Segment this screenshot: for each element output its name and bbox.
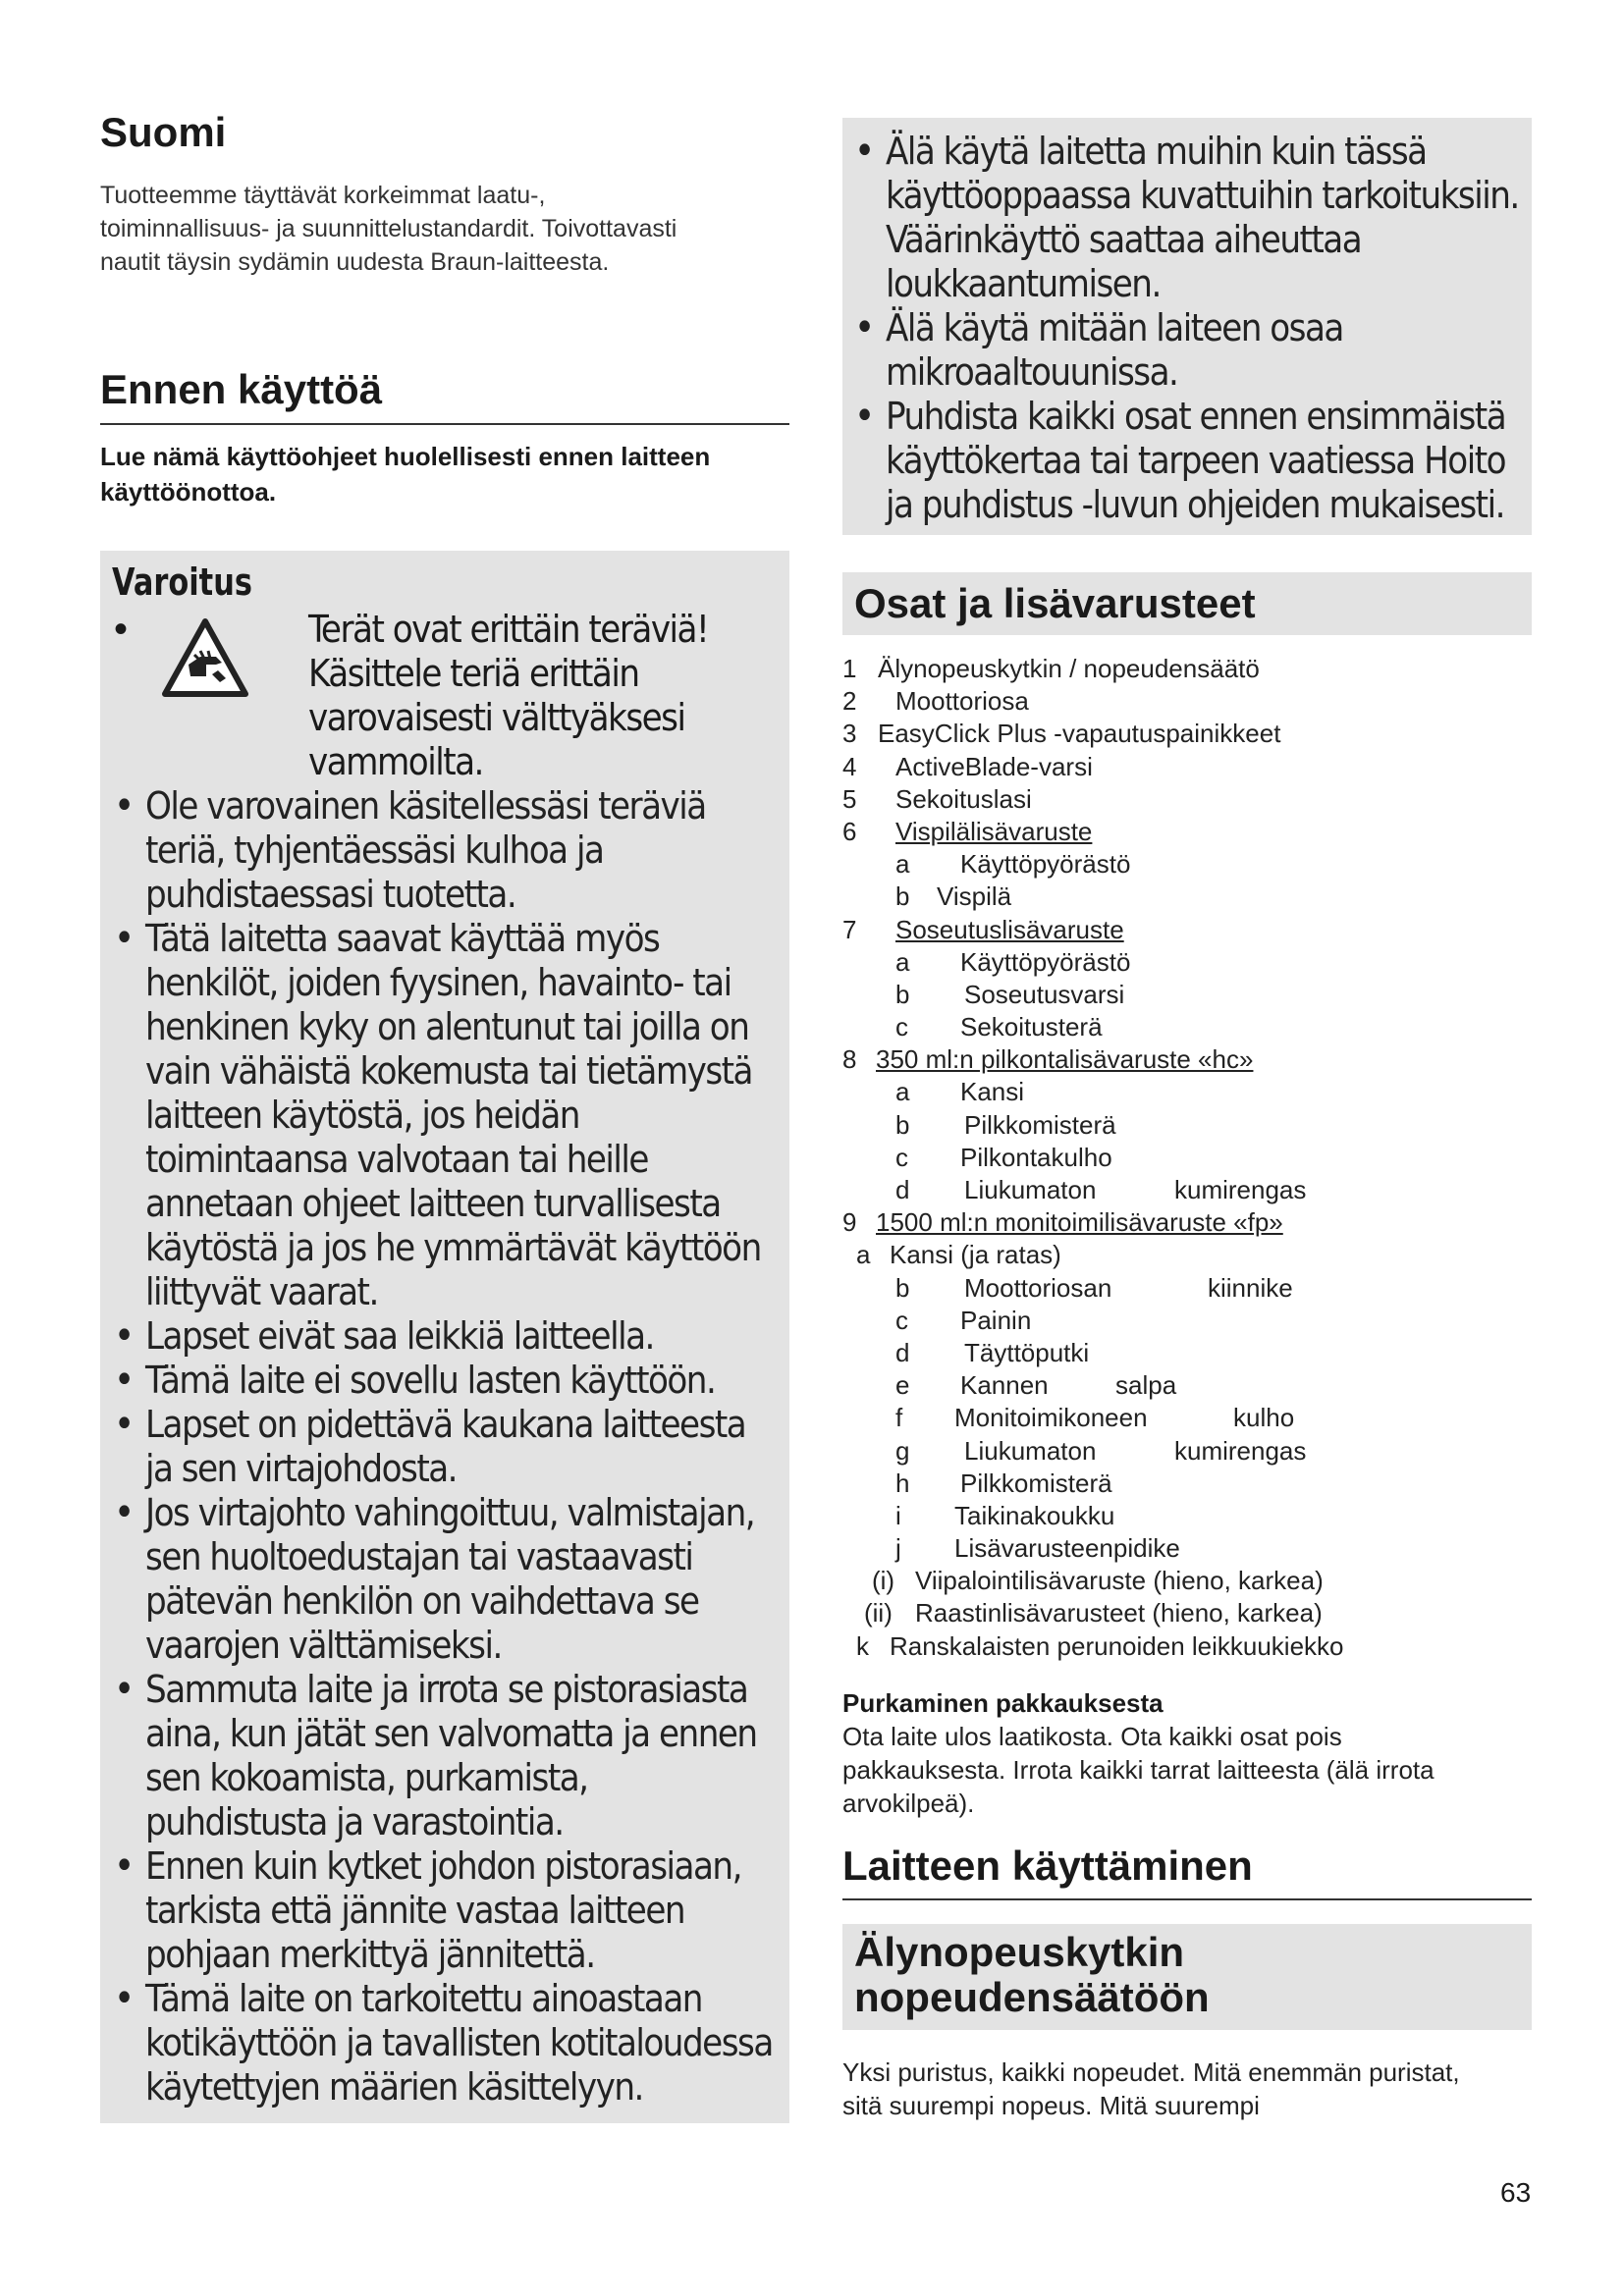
warning-box — [100, 551, 789, 2123]
part-number: 4 — [842, 751, 857, 781]
parts-list-item — [842, 718, 1532, 750]
warning-item: • Tämä laite on tarkoitettu ainoastaan kotikäyttöön ja tavallisten kotitaloudessa käytettyjen määrien käsittelyyn. — [112, 1977, 778, 2109]
part-label: Pilkkomisterä — [964, 1109, 1116, 1140]
parts-list-item — [842, 1239, 1532, 1271]
part-label: Täyttöputki — [964, 1337, 1090, 1367]
part-number: b — [895, 881, 910, 912]
parts-list-item — [842, 1076, 1532, 1108]
part-label-suffix: kumirengas — [1174, 1175, 1307, 1204]
parts-list-item — [842, 1435, 1532, 1468]
ennen-note: Lue nämä käyttöohjeet huolellisesti ennen laitteen käyttöönottoa. — [100, 441, 711, 507]
right-warning-list — [852, 130, 1522, 527]
part-label: Soseutusvarsi — [964, 979, 1125, 1009]
part-label: Sekoitusterä — [960, 1012, 1103, 1042]
part-number: e — [895, 1370, 910, 1401]
part-label-suffix: kulho — [1233, 1403, 1295, 1433]
part-label: Lisävarusteenpidike — [954, 1533, 1180, 1564]
part-number: 2 — [842, 686, 857, 717]
part-number: 1 — [842, 654, 857, 683]
part-label: Taikinakoukku — [954, 1500, 1115, 1530]
varoitus-title: Varoitus — [112, 560, 252, 604]
parts-list-item — [842, 946, 1532, 979]
parts-list-item — [842, 685, 1532, 718]
part-label: Liukumaton — [964, 1435, 1097, 1466]
part-label: Pilkontakulho — [960, 1142, 1112, 1172]
part-number: a — [895, 849, 910, 880]
part-number: 8 — [842, 1044, 857, 1075]
part-number: 3 — [842, 719, 857, 749]
parts-list-item — [842, 1500, 1532, 1532]
part-number: b — [895, 979, 910, 1009]
part-number: 7 — [842, 914, 857, 944]
part-number: a — [895, 1077, 910, 1107]
warning-item: • Lapset eivät saa leikkiä laitteella. — [112, 1314, 778, 1359]
part-number: 9 — [842, 1207, 857, 1238]
part-label: Monitoimikoneen — [954, 1403, 1148, 1433]
warning-item: • Jos virtajohto vahingoittuu, valmistajan, sen huoltoedustajan tai vastaavasti pätevän henkilön on vaihdettava se vaarojen välttämiseksi. — [112, 1491, 778, 1668]
part-label: ActiveBlade-varsi — [895, 751, 1093, 781]
part-label: Liukumaton — [964, 1175, 1097, 1204]
parts-list-item — [842, 816, 1532, 848]
parts-list-item — [842, 1630, 1532, 1663]
part-label: Raastinlisävarusteet (hieno, karkea) — [915, 1598, 1323, 1629]
part-number: 6 — [842, 816, 857, 846]
warning-item-blades — [112, 608, 778, 784]
part-number: a — [895, 946, 910, 977]
parts-list-item — [842, 783, 1532, 816]
part-label-suffix: kiinnike — [1208, 1272, 1293, 1303]
right-column — [842, 118, 1532, 2122]
part-label: Vispilä — [937, 881, 1012, 912]
part-label: Ranskalaisten perunoiden leikkuukiekko — [890, 1630, 1344, 1661]
intro-text: Tuotteemme täyttävät korkeimmat laatu-, toiminnallisuus- ja suunnittelustandardit. Toivottavasti nautit täysin sydämin uudesta Braun-laitteesta. — [100, 182, 677, 277]
warning-item: • Älä käytä mitään laiteen osaa mikroaaltouunissa. — [852, 306, 1522, 395]
parts-list-item — [842, 881, 1532, 913]
parts-list-item — [842, 1597, 1532, 1629]
parts-list-item — [842, 1206, 1532, 1239]
part-number: (i) — [872, 1566, 895, 1596]
parts-list-item — [842, 1305, 1532, 1337]
alynopeus-title: Älynopeuskytkin nopeudensäätöön — [842, 1924, 1532, 2030]
part-number: d — [895, 1337, 910, 1367]
right-warning-box — [842, 118, 1532, 535]
parts-list-item — [842, 1011, 1532, 1043]
part-number: b — [895, 1109, 910, 1140]
warning-item: • Puhdista kaikki osat ennen ensimmäistä käyttökertaa tai tarpeen vaatiessa Hoito ja puhdistus -luvun ohjeiden mukaisesti. — [852, 395, 1522, 527]
part-number: b — [895, 1272, 910, 1303]
warning-item: • Tätä laitetta saavat käyttää myös henkilöt, joiden fyysinen, havainto- tai henkinen kyky on alentunut tai joilla on vain vähäistä kokemusta tai tietämystä laitteen käytöstä, jos heidän toimintaansa valvotaan tai heille annetaan ohjeet laitteen turvallisesta käytöstä ja jos he ymmärtävät käyttöön liittyvät vaarat. — [112, 917, 778, 1314]
parts-list-item — [842, 1565, 1532, 1597]
warning-item: • Tämä laite ei sovellu lasten käyttöön. — [112, 1359, 778, 1403]
parts-list-item — [842, 1142, 1532, 1174]
parts-list-item — [842, 653, 1532, 685]
part-number: i — [895, 1500, 901, 1530]
parts-list-item — [842, 1109, 1532, 1142]
part-label: 350 ml:n pilkontalisävaruste «hc» — [876, 1044, 1254, 1075]
warning-item: • Ole varovainen käsitellessäsi teräviä teriä, tyhjentäessäsi kulhoa ja puhdistaessasi tuotetta. — [112, 784, 778, 917]
parts-list-item — [842, 1369, 1532, 1402]
part-number: g — [895, 1435, 910, 1466]
parts-list-item — [842, 751, 1532, 783]
left-column — [100, 108, 789, 2123]
warning-item: • Älä käytä laitetta muihin kuin tässä käyttöoppaassa kuvattuihin tarkoituksiin. Väärinkäyttö saattaa aiheuttaa loukkaantumisen. — [852, 130, 1522, 306]
parts-list-item — [842, 1043, 1532, 1076]
part-label: 1500 ml:n monitoimilisävaruste «fp» — [876, 1207, 1283, 1238]
part-label: Kannen — [960, 1370, 1049, 1401]
part-number: (ii) — [864, 1598, 893, 1629]
warning-first-text: • Terät ovat erittäin teräviä! Käsittele teriä erittäin varovaisesti välttyäksesi vammoilta. — [308, 607, 709, 783]
ennen-title: Ennen käyttöä — [100, 365, 789, 424]
part-label: EasyClick Plus -vapautuspainikkeet — [878, 719, 1281, 749]
part-label: Pilkkomisterä — [960, 1468, 1112, 1498]
warning-item: • Lapset on pidettävä kaukana laitteesta ja sen virtajohdosta. — [112, 1403, 778, 1491]
parts-list-item — [842, 1337, 1532, 1369]
purkaminen-text: Ota laite ulos laatikosta. Ota kaikki osat pois pakkauksesta. Irrota kaikki tarrat laitteesta (älä irrota arvokilpeä). — [842, 1721, 1435, 1818]
part-label-suffix: salpa — [1115, 1370, 1177, 1401]
hand-blade-warning-icon — [161, 617, 249, 698]
part-label: Kansi (ja ratas) — [890, 1240, 1061, 1270]
part-number: h — [895, 1468, 910, 1498]
part-label: Painin — [960, 1305, 1032, 1335]
part-number: j — [895, 1533, 901, 1564]
parts-list-item — [842, 979, 1532, 1011]
warning-list — [112, 784, 778, 2109]
parts-list — [842, 653, 1532, 1663]
parts-list-item — [842, 1174, 1532, 1206]
part-number: c — [895, 1012, 908, 1042]
parts-list-item — [842, 1468, 1532, 1500]
part-label: Moottoriosan — [964, 1272, 1112, 1303]
part-number: c — [895, 1305, 908, 1335]
part-label: Vispilälisävaruste — [895, 816, 1093, 846]
suomi-title: Suomi — [100, 109, 227, 155]
parts-list-item — [842, 1532, 1532, 1565]
parts-list-item — [842, 914, 1532, 946]
parts-list-item — [842, 1402, 1532, 1434]
part-number: k — [856, 1630, 869, 1661]
part-number: a — [856, 1240, 871, 1270]
part-label: Kansi — [960, 1077, 1025, 1107]
part-label: Älynopeuskytkin / nopeudensäätö — [878, 654, 1260, 683]
parts-list-item — [842, 848, 1532, 881]
part-label-suffix: kumirengas — [1174, 1435, 1307, 1466]
alynopeus-text: Yksi puristus, kaikki nopeudet. Mitä enemmän puristat, sitä suurempi nopeus. Mitä suurempi — [842, 2057, 1460, 2121]
part-number: d — [895, 1175, 910, 1204]
part-label: Viipalointilisävaruste (hieno, karkea) — [915, 1566, 1324, 1596]
part-number: 5 — [842, 783, 857, 814]
parts-list-item — [842, 1272, 1532, 1305]
part-label: Sekoituslasi — [895, 783, 1032, 814]
warning-item: • Ennen kuin kytket johdon pistorasiaan, tarkista että jännite vastaa laitteen pohjaan merkittyä jännitettä. — [112, 1844, 778, 1977]
part-number: c — [895, 1142, 908, 1172]
osat-title: Osat ja lisävarusteet — [842, 572, 1532, 635]
part-label: Käyttöpyörästö — [960, 946, 1131, 977]
kayttaminen-title: Laitteen käyttäminen — [842, 1842, 1532, 1900]
part-label: Käyttöpyörästö — [960, 849, 1131, 880]
page-number: 63 — [1500, 2177, 1532, 2208]
warning-item: • Sammuta laite ja irrota se pistorasiasta aina, kun jätät sen valvomatta ja ennen sen kokoamista, purkamista, puhdistusta ja varastointia. — [112, 1668, 778, 1844]
part-label: Moottoriosa — [895, 686, 1029, 717]
part-label: Soseutuslisävaruste — [895, 914, 1124, 944]
purkaminen-title: Purkaminen pakkauksesta — [842, 1687, 1164, 1718]
part-number: f — [895, 1403, 903, 1433]
